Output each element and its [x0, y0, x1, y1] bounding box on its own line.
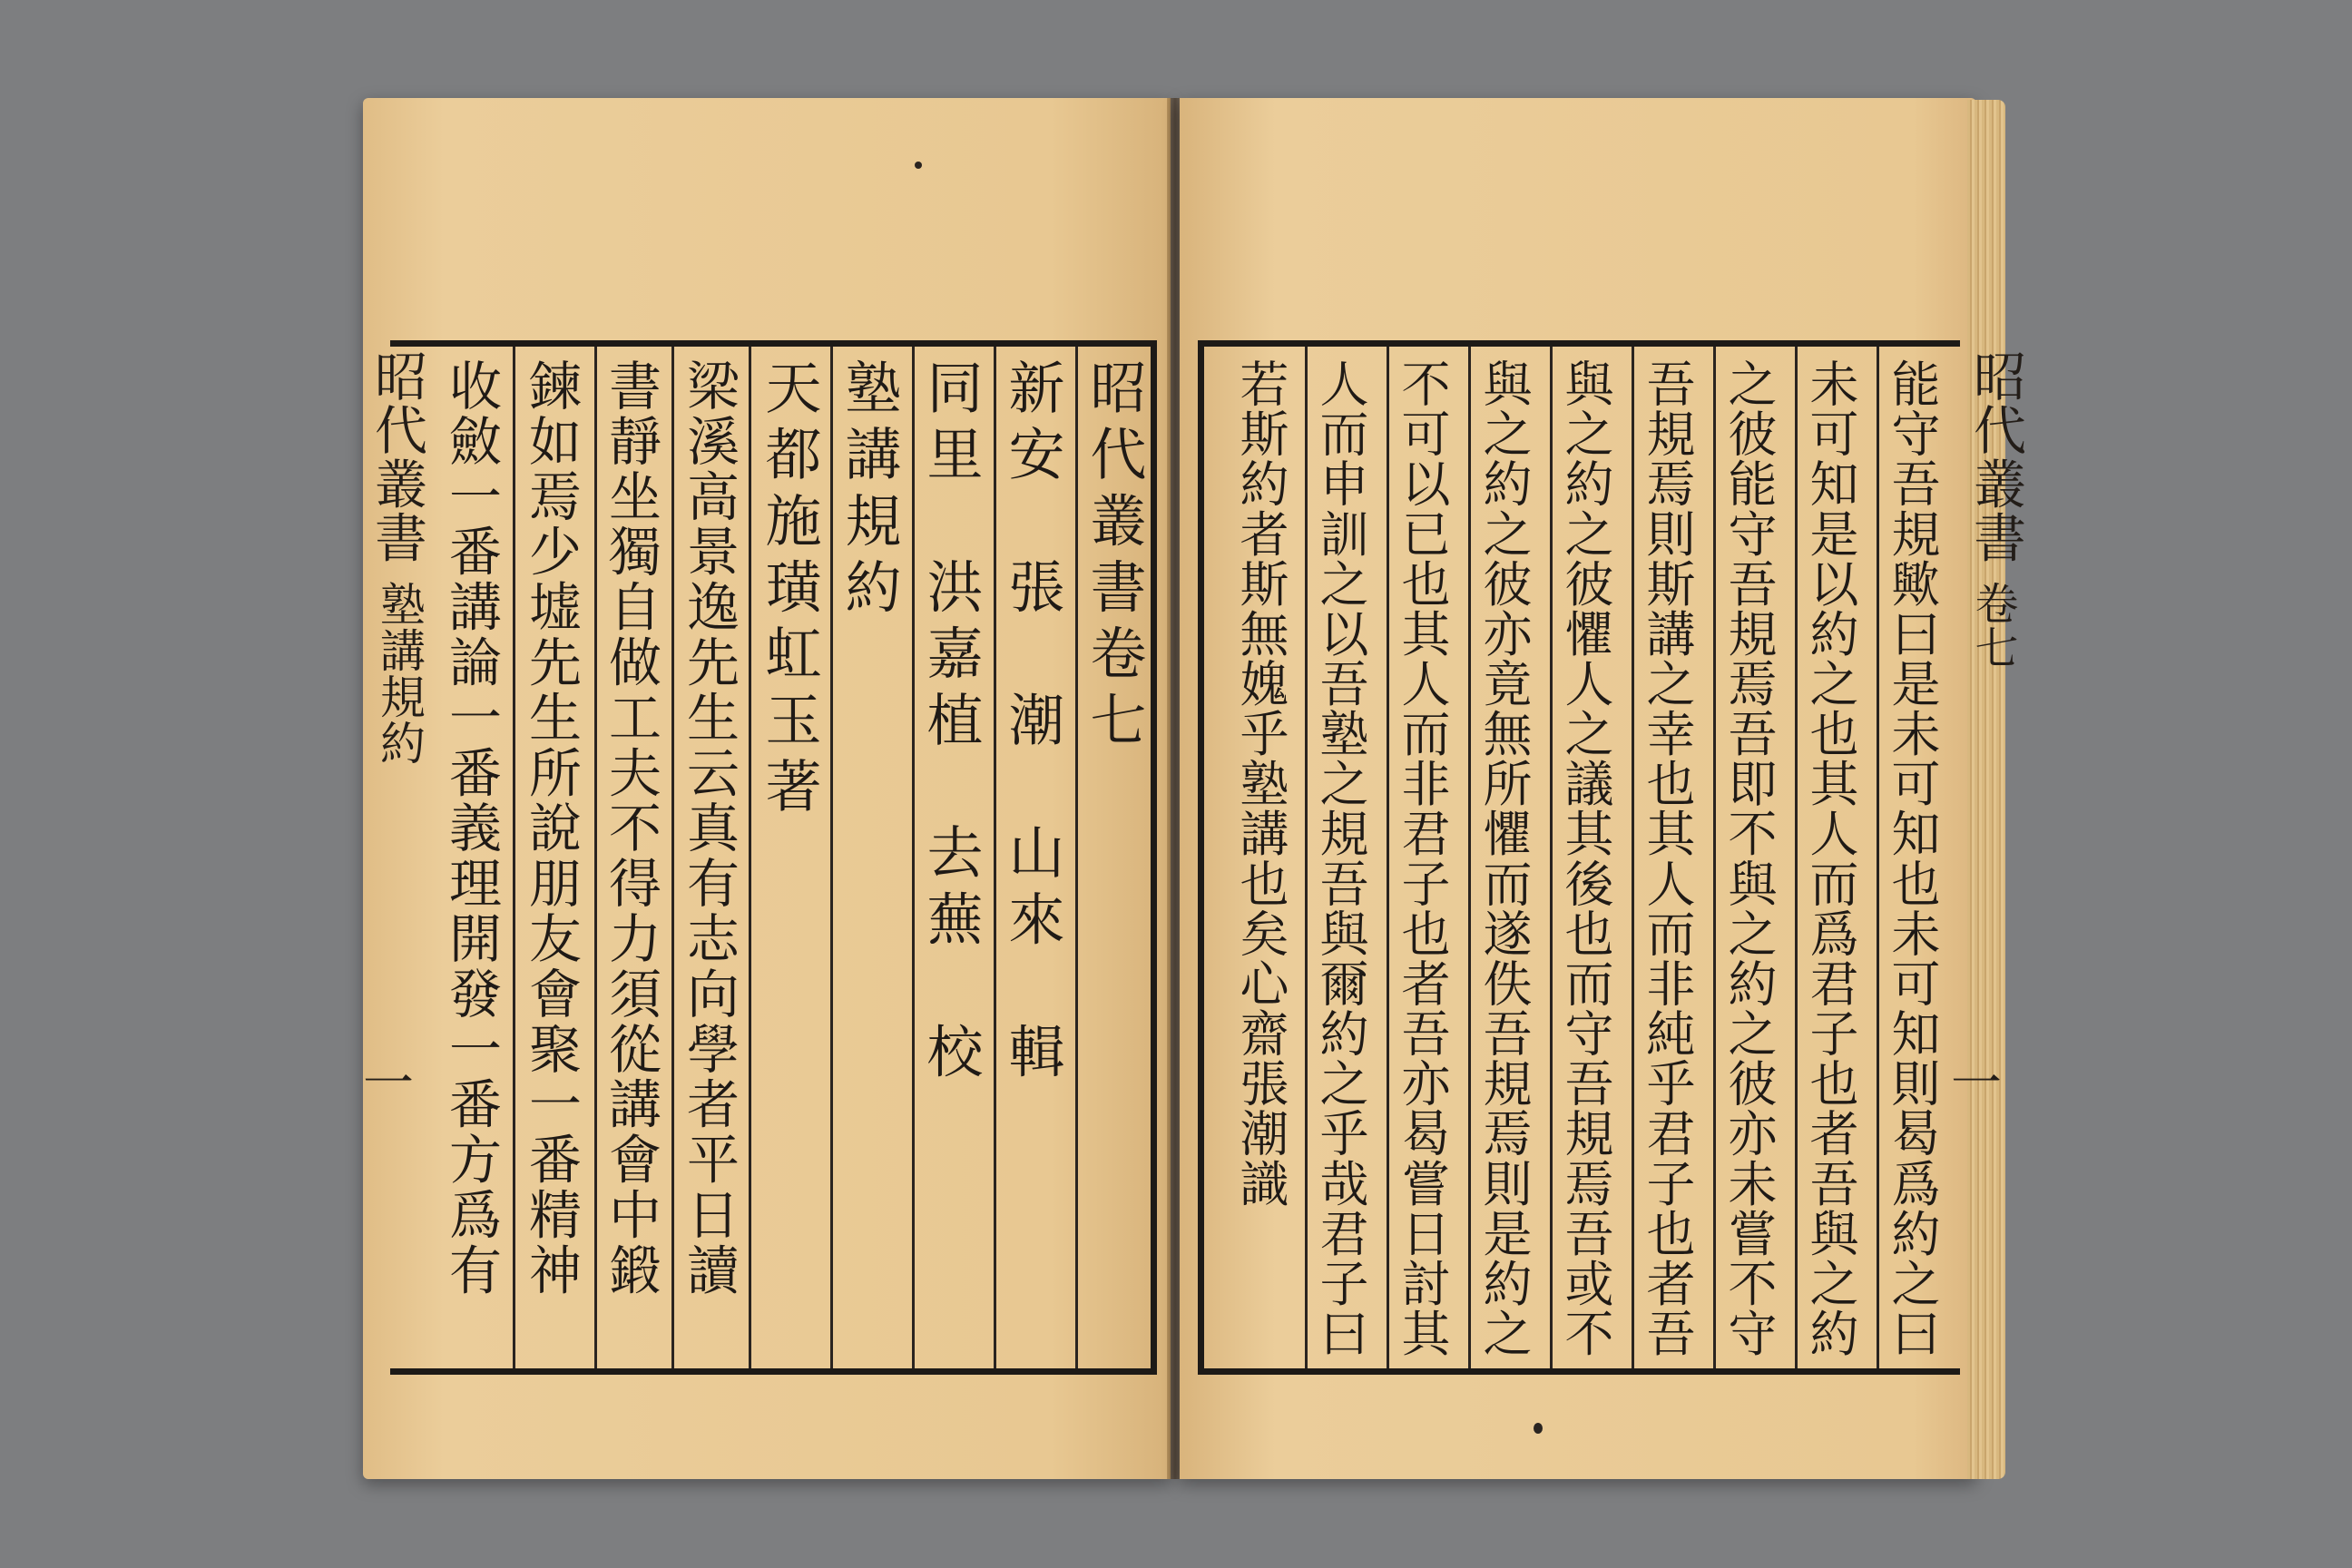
- left-edge-section: 塾講規約: [373, 581, 426, 766]
- left-edge-page-number: 一: [363, 1054, 414, 1113]
- right-column-4: 吾規焉則斯講之幸也其人而非純乎君子也者吾: [1639, 358, 1696, 1358]
- left-column-9: 收斂一番講論一番義理開發一番方爲有: [440, 358, 502, 1298]
- left-column-8: 鍊如焉少墟先生所說朋友會聚一番精神: [520, 358, 582, 1298]
- left-column-2: 新安 張 潮 山來 輯: [999, 358, 1065, 1089]
- left-column-5: 天都施璜虹玉著: [756, 358, 822, 824]
- right-column-7: 不可以已也其人而非君子也者吾亦曷嘗日討其: [1394, 358, 1451, 1358]
- left-edge-title: 昭代叢書: [366, 349, 427, 564]
- right-column-6: 與之約之彼亦竟無所懼而遂佚吾規焉則是約之: [1475, 358, 1533, 1358]
- right-edge-volume: 卷七: [1967, 581, 2018, 670]
- page-edges: [1967, 100, 2005, 1479]
- right-edge-title: 昭代叢書: [1965, 349, 2026, 564]
- left-column-6: 梁溪高景逸先生云真有志向學者平日讀: [678, 358, 740, 1298]
- right-column-3: 之彼能守吾規焉吾即不與之約之彼亦未嘗不守: [1720, 358, 1778, 1358]
- right-column-1: 能守吾規歟曰是未可知也未可知則曷爲約之曰: [1884, 358, 1941, 1358]
- ink-speck: [915, 162, 922, 169]
- left-column-7: 書靜坐獨自做工夫不得力須從講會中鍛: [600, 358, 662, 1298]
- left-column-1: 昭代叢書卷七: [1081, 358, 1147, 757]
- right-column-2: 未可知是以約之也其人而爲君子也者吾與之約: [1802, 358, 1859, 1358]
- ink-speck: [1534, 1423, 1543, 1434]
- right-edge-page-number: 一: [1951, 1054, 2002, 1113]
- left-column-3: 同里 洪嘉植 去蕪 校: [917, 358, 984, 1089]
- right-column-9: 若斯約者斯無媿乎塾講也矣心齋張潮識: [1232, 358, 1289, 1209]
- right-column-8: 人而申訓之以吾塾之規吾與爾約之乎哉君子曰: [1312, 358, 1369, 1358]
- right-column-5: 與之約之彼懼人之議其後也而守吾規焉吾或不: [1557, 358, 1614, 1358]
- left-column-4: 塾講規約: [836, 358, 902, 624]
